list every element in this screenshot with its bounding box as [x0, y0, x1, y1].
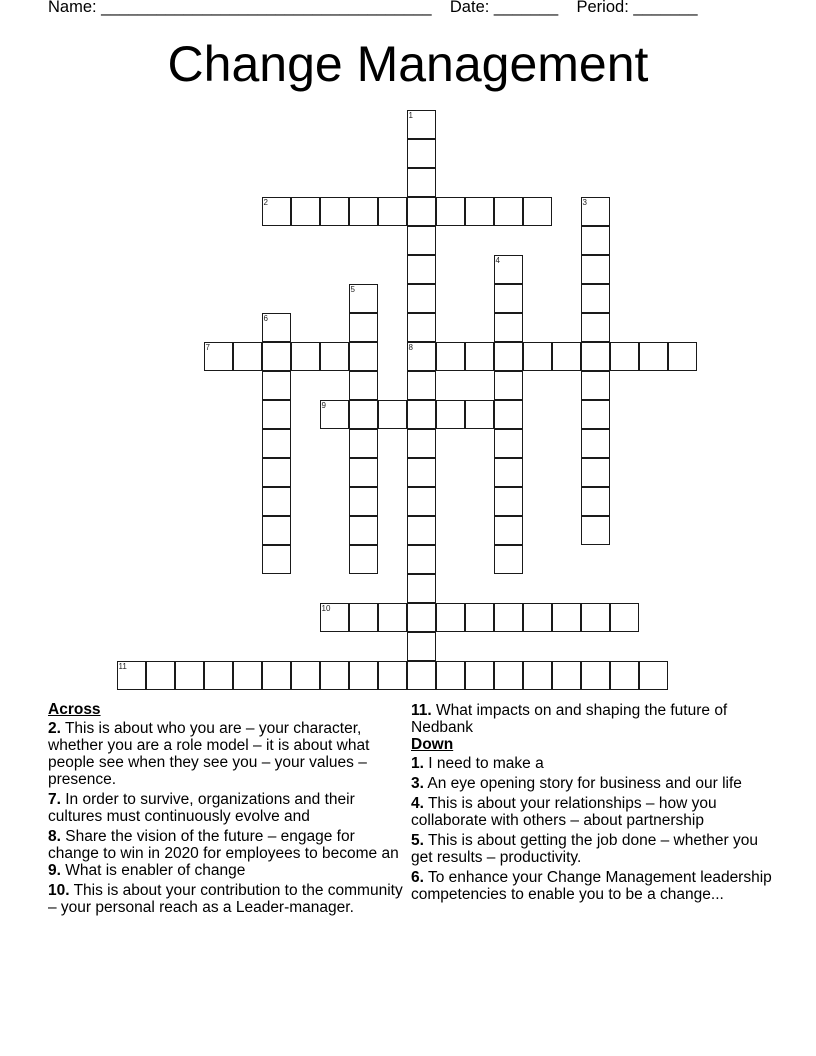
clue-number-label: 10	[321, 603, 331, 613]
crossword-cell[interactable]	[552, 603, 581, 632]
crossword-cell[interactable]	[552, 342, 581, 371]
crossword-cell[interactable]	[407, 487, 436, 516]
clue-number: 6.	[411, 869, 424, 886]
clue-text: This is about getting the job done – whether you get results – productivity.	[411, 832, 758, 866]
crossword-cell[interactable]	[465, 661, 494, 690]
crossword-cell[interactable]	[494, 371, 523, 400]
across-heading: Across	[48, 701, 101, 718]
student-info-header	[48, 0, 698, 17]
crossword-cell[interactable]	[262, 197, 291, 226]
crossword-cell[interactable]	[494, 516, 523, 545]
crossword-cell[interactable]	[581, 226, 610, 255]
crossword-cell[interactable]	[581, 661, 610, 690]
crossword-cell[interactable]	[581, 400, 610, 429]
clue-number: 11.	[411, 702, 432, 719]
clue-number: 8.	[48, 828, 61, 845]
crossword-cell[interactable]	[407, 197, 436, 226]
crossword-cell[interactable]	[494, 342, 523, 371]
clue-text: In order to survive, organizations and their cultures must continuously evolve and	[48, 791, 355, 825]
crossword-cell[interactable]	[378, 661, 407, 690]
crossword-cell[interactable]	[378, 603, 407, 632]
crossword-cell[interactable]	[262, 400, 291, 429]
clues-left-column	[48, 701, 404, 919]
crossword-cell[interactable]	[349, 516, 378, 545]
crossword-cell[interactable]	[175, 661, 204, 690]
crossword-cell[interactable]	[436, 661, 465, 690]
crossword-cell[interactable]	[407, 313, 436, 342]
clue-text: What impacts on and shaping the future of Nedbank	[411, 702, 728, 736]
crossword-cell[interactable]	[465, 342, 494, 371]
crossword-cell[interactable]	[581, 458, 610, 487]
crossword-cell[interactable]	[581, 313, 610, 342]
crossword-cell[interactable]	[639, 342, 668, 371]
clue-number-label: 9	[321, 400, 326, 410]
crossword-cell[interactable]	[349, 284, 378, 313]
crossword-cell[interactable]	[407, 255, 436, 284]
crossword-cell[interactable]	[291, 197, 320, 226]
crossword-cell[interactable]	[349, 545, 378, 574]
period-field[interactable]: Period: _______	[576, 0, 698, 16]
crossword-cell[interactable]	[581, 342, 610, 371]
crossword-cell[interactable]	[204, 342, 233, 371]
crossword-cell[interactable]	[349, 487, 378, 516]
crossword-cell[interactable]	[233, 661, 262, 690]
crossword-cell[interactable]	[581, 487, 610, 516]
crossword-cell[interactable]	[407, 168, 436, 197]
crossword-cell[interactable]	[291, 661, 320, 690]
crossword-cell[interactable]	[262, 487, 291, 516]
crossword-cell[interactable]	[407, 400, 436, 429]
down-heading: Down	[411, 736, 454, 753]
crossword-cell[interactable]	[407, 603, 436, 632]
clue-number-label: 2	[263, 197, 268, 207]
crossword-cell[interactable]	[581, 429, 610, 458]
crossword-cell[interactable]	[320, 661, 349, 690]
crossword-cell[interactable]	[262, 313, 291, 342]
clue-number-label: 6	[263, 313, 268, 323]
crossword-cell[interactable]	[349, 661, 378, 690]
clue-number: 3.	[411, 775, 424, 792]
crossword-cell[interactable]	[523, 342, 552, 371]
crossword-cell[interactable]	[436, 400, 465, 429]
crossword-cell[interactable]	[407, 342, 436, 371]
crossword-cell[interactable]	[407, 284, 436, 313]
crossword-cell[interactable]	[320, 197, 349, 226]
clue-across-9	[48, 862, 404, 879]
crossword-cell[interactable]	[494, 284, 523, 313]
crossword-cell[interactable]	[349, 371, 378, 400]
clue-number-label: 7	[205, 342, 210, 352]
crossword-cell[interactable]	[349, 429, 378, 458]
clue-number-label: 4	[495, 255, 500, 265]
clue-down-4	[411, 795, 781, 829]
clue-text: I need to make a	[423, 755, 544, 772]
name-field[interactable]: Name: ____________________________________	[48, 0, 432, 16]
crossword-cell[interactable]	[407, 574, 436, 603]
crossword-cell[interactable]	[494, 255, 523, 284]
crossword-cell[interactable]	[494, 487, 523, 516]
crossword-cell[interactable]	[494, 661, 523, 690]
crossword-cell[interactable]	[465, 197, 494, 226]
crossword-cell[interactable]	[668, 342, 697, 371]
clue-text: Share the vision of the future – engage for change to win in 2020 for employees to become an	[48, 828, 399, 862]
crossword-cell[interactable]	[407, 110, 436, 139]
clue-down-6	[411, 869, 781, 903]
crossword-cell[interactable]	[436, 342, 465, 371]
clue-across-8	[48, 828, 404, 862]
crossword-cell[interactable]	[262, 458, 291, 487]
clue-number: 5.	[411, 832, 424, 849]
clue-text: An eye opening story for business and our life	[423, 775, 742, 792]
crossword-cell[interactable]	[494, 429, 523, 458]
crossword-cell[interactable]	[407, 661, 436, 690]
crossword-cell[interactable]	[494, 458, 523, 487]
crossword-cell[interactable]	[320, 603, 349, 632]
crossword-cell[interactable]	[407, 139, 436, 168]
crossword-cell[interactable]	[146, 661, 175, 690]
clue-down-1	[411, 755, 781, 772]
crossword-cell[interactable]	[204, 661, 233, 690]
crossword-cell[interactable]	[349, 458, 378, 487]
clue-across-7	[48, 791, 404, 825]
crossword-cell[interactable]	[494, 603, 523, 632]
crossword-cell[interactable]	[262, 516, 291, 545]
clue-number: 10.	[48, 882, 70, 899]
crossword-cell[interactable]	[262, 545, 291, 574]
crossword-cell[interactable]	[407, 545, 436, 574]
crossword-cell[interactable]	[262, 661, 291, 690]
crossword-cell[interactable]	[349, 400, 378, 429]
clue-number-label: 11	[118, 661, 127, 671]
crossword-cell[interactable]	[523, 603, 552, 632]
clue-down-3	[411, 775, 781, 792]
crossword-cell[interactable]	[581, 516, 610, 545]
clue-number-label: 5	[350, 284, 355, 294]
date-field[interactable]: Date: _______	[449, 0, 559, 16]
clue-down-5	[411, 832, 781, 866]
clue-number: 7.	[48, 791, 61, 808]
crossword-cell[interactable]	[262, 371, 291, 400]
crossword-cell[interactable]	[407, 632, 436, 661]
crossword-cell[interactable]	[581, 197, 610, 226]
crossword-cell[interactable]	[494, 313, 523, 342]
crossword-cell[interactable]	[494, 545, 523, 574]
crossword-cell[interactable]	[349, 197, 378, 226]
crossword-cell[interactable]	[610, 342, 639, 371]
clue-across-11	[411, 702, 781, 736]
crossword-cell[interactable]	[581, 371, 610, 400]
crossword-cell[interactable]	[436, 603, 465, 632]
crossword-cell[interactable]	[465, 400, 494, 429]
clue-across-2	[48, 720, 404, 788]
crossword-cell[interactable]	[494, 197, 523, 226]
crossword-cell[interactable]	[407, 429, 436, 458]
clue-number: 9.	[48, 862, 61, 879]
clue-text: This is about your relationships – how you collaborate with others – about partnership	[411, 795, 717, 829]
crossword-cell[interactable]	[407, 516, 436, 545]
crossword-cell[interactable]	[581, 255, 610, 284]
crossword-cell[interactable]	[610, 661, 639, 690]
crossword-cell[interactable]	[610, 603, 639, 632]
crossword-cell[interactable]	[581, 284, 610, 313]
crossword-cell[interactable]	[494, 400, 523, 429]
crossword-cell[interactable]	[262, 429, 291, 458]
crossword-cell[interactable]	[291, 342, 320, 371]
clue-text: What is enabler of change	[60, 862, 246, 879]
clue-number: 2.	[48, 720, 61, 737]
clue-text: To enhance your Change Management leadership competencies to enable you to be a change...	[411, 869, 772, 903]
clue-number-label: 3	[582, 197, 587, 207]
crossword-cell[interactable]	[552, 661, 581, 690]
crossword-cell[interactable]	[233, 342, 262, 371]
clue-number: 4.	[411, 795, 424, 812]
crossword-cell[interactable]	[349, 313, 378, 342]
crossword-cell[interactable]	[407, 226, 436, 255]
crossword-grid	[117, 110, 717, 710]
crossword-cell[interactable]	[320, 400, 349, 429]
crossword-cell[interactable]	[523, 197, 552, 226]
crossword-cell[interactable]	[465, 603, 494, 632]
clue-text: This is about your contribution to the community – your personal reach as a Leader-manager.	[48, 882, 403, 916]
crossword-cell[interactable]	[378, 400, 407, 429]
crossword-cell[interactable]	[407, 371, 436, 400]
crossword-cell[interactable]	[436, 197, 465, 226]
crossword-cell[interactable]	[117, 661, 146, 690]
crossword-cell[interactable]	[320, 342, 349, 371]
crossword-cell[interactable]	[581, 603, 610, 632]
clue-number: 1.	[411, 755, 424, 772]
crossword-cell[interactable]	[349, 342, 378, 371]
crossword-cell[interactable]	[407, 458, 436, 487]
crossword-cell[interactable]	[349, 603, 378, 632]
clue-across-10	[48, 882, 404, 916]
crossword-cell[interactable]	[378, 197, 407, 226]
clue-number-label: 8	[408, 342, 413, 352]
crossword-cell[interactable]	[639, 661, 668, 690]
page-title: Change Management	[167, 36, 649, 92]
clues-right-column	[411, 702, 781, 906]
crossword-cell[interactable]	[523, 661, 552, 690]
clue-number-label: 1	[408, 110, 413, 120]
clue-text: This is about who you are – your character, whether you are a role model – it is about what people see when they see you – your values – presence.	[48, 720, 370, 788]
crossword-cell[interactable]	[262, 342, 291, 371]
